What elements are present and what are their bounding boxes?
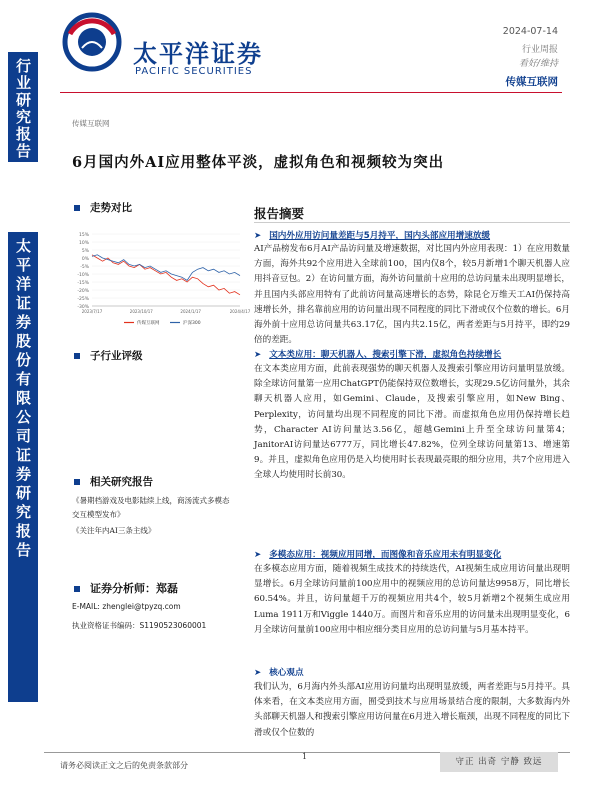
chart-legend-label: 传媒互联网 [137, 321, 160, 326]
chart-y-tick-label: 5% [81, 249, 89, 254]
summary-s3-title: ➤ 多模态应用：视频应用同增，而图像和音乐应用未有明显变化 [254, 550, 502, 560]
subindustry-heading: 子行业评级 [74, 348, 143, 363]
chart-legend-label: 沪深300 [183, 321, 201, 326]
related-heading: 相关研究报告 [74, 474, 153, 489]
header-divider [60, 92, 562, 93]
chart-y-tick-label: -10% [77, 273, 89, 278]
logo-name-en: PACIFIC SECURITIES [135, 66, 253, 77]
analyst-email[interactable]: E-MAIL: zhenglei@tpyzq.com [72, 602, 181, 611]
rating: 看好/维持 [518, 59, 558, 69]
sidebar-top-banner [8, 52, 38, 162]
trend-heading: 走势对比 [74, 200, 132, 215]
trend-chart [66, 228, 251, 338]
related-report-2[interactable]: 《关注年内AI三条主线》 [72, 526, 156, 535]
logo-emblem [62, 12, 122, 72]
chart-series-line-1 [92, 255, 240, 281]
summary-heading: 报告摘要 [254, 206, 305, 221]
related-report-1[interactable]: 《暑期档游戏及电影陆续上线，商汤流式多模态交互模型发布》 [72, 496, 230, 519]
summary-s2-title: ➤ 文本类应用：聊天机器人、搜索引擎下滑，虚拟角色持续增长 [254, 350, 502, 360]
square-bullet-icon [74, 205, 80, 211]
logo-name-cn: 太平洋证券 [133, 40, 263, 68]
page-title: 6月国内外AI应用整体平淡，虚拟角色和视频较为突出 [72, 154, 445, 171]
chart-y-tick-label: -30% [77, 305, 89, 310]
breadcrumb: 传媒互联网 [72, 119, 110, 128]
analyst-heading: 证券分析师：郑磊 [74, 580, 178, 596]
summary-s1-title: ➤ 国内外应用访问量差距与5月持平，国内头部应用增速放缓 [254, 231, 491, 241]
arrow-bullet-icon: ➤ [254, 231, 262, 241]
arrow-bullet-icon: ➤ [254, 668, 262, 678]
chart-series-line-0 [92, 255, 240, 295]
page-number: 1 [302, 752, 308, 761]
chart-y-tick-label: -25% [77, 297, 89, 302]
industry-label: 传媒互联网 [505, 76, 558, 88]
square-bullet-icon [74, 586, 80, 592]
chart-x-tick-label: 2023/10/17 [129, 309, 153, 314]
summary-s4-body: 我们认为，6月海内外头部AI应用访问量均出现明显放缓，两者差距与5月持平。具体来看，在文本类应用方面，囿受到技术与应用场景结合度的限制，大多数海内外头部聊天机器人和搜索引擎应用访问量在6月进入增长瓶颈，出现不同程度的同比下滑或仅个位数的 [254, 682, 570, 738]
summary-s1-body: AI产品榜发布6月AI产品访问量及增速数据，对比国内外应用表现：1）在应用数量方面，海外共92个应用进入全球前100，国内仅8个，较5月新增1个聊天机器人应用抖音豆包。2）在访问量方面，海外访问量前十应用的总访问量未出现明显增长，并且国内头部应用特有了此前访问量高速增长的态势，除昆仑万维天工AI仍保持高速增长外，排名靠前应用的访问量出现不同程度的同比下滑或仅个位数的增长。6月海外前十应用总访问量共63.17亿，国内共2.15亿，两者差距与5月持平，即约29倍的差距。 [254, 244, 570, 346]
chart-x-tick-label: 2024/1/17 [180, 309, 201, 314]
summary-s3-body: 在多模态应用方面，随着视频生成技术的持续迭代，AI视频生成应用访问量出现明显增长。6月全球访问量前100应用中的视频应用的总访问量达9958万，同比增长60.54%。并且，访问量超千万的视频应用共4个，较5月新增2个视频生成应用Luma 1911万和Viggle 1440万。而图片和音乐应用的访问量未出现明显变化，6月全球访问量前100应用中相应细分类目应用的总访问量与5月基本持平。 [254, 564, 570, 635]
footer-disclaimer: 请务必阅读正文之后的免责条款部分 [60, 761, 188, 770]
chart-y-tick-label: 10% [78, 241, 89, 246]
report-date: 2024-07-14 [502, 26, 558, 37]
arrow-bullet-icon: ➤ [254, 350, 262, 360]
sidebar-top-text: 行业研究报告 [14, 58, 32, 160]
square-bullet-icon [74, 353, 80, 359]
summary-s4-title: ➤ 核心观点 [254, 668, 304, 678]
arrow-bullet-icon: ➤ [254, 550, 262, 560]
square-bullet-icon [74, 479, 80, 485]
chart-x-tick-label: 2023/7/17 [81, 309, 103, 314]
sidebar-bottom-text: 太平洋证券股份有限公司证券研究报告 [14, 238, 32, 561]
footer-stamp: 守正 出奇 宁静 致远 [440, 752, 558, 772]
report-type: 行业周报 [521, 45, 558, 55]
summary-divider [254, 222, 570, 223]
chart-y-tick-label: 0% [81, 257, 89, 262]
sidebar-bottom-banner [8, 232, 38, 702]
chart-y-tick-label: -5% [80, 265, 89, 270]
chart-y-tick-label: 15% [78, 233, 89, 238]
chart-y-tick-label: -20% [77, 289, 89, 294]
analyst-license: 执业资格证书编码：S1190523060001 [72, 621, 207, 630]
summary-s2-body: 在文本类应用方面，此前表现强势的聊天机器人及搜索引擎应用访问量明显放缓。除全球访问量第一应用ChatGPT仍能保持双位数增长，实现29.5亿访问量外，其余聊天机器人应用，如Gemini、Claude，及搜索引擎应用，如New Bing、Perplexity，访问量均出现不同程度的同比下滑。而虚拟角色应用仍保持增长趋势，Character AI访问量达3.56亿，超越Gemini上升至全球访问量第4；JanitorAI访问量达6777万，同比增长47.82%，位列全球访问量第13、增速第9。并且，虚拟角色应用仍是入均使用时长表现最亮眼的细分应用，共7个应用进入全球人均使用时长前30。 [254, 364, 571, 481]
chart-y-tick-label: -15% [77, 281, 89, 286]
chart-x-tick-label: 2024/4/17 [229, 309, 251, 314]
